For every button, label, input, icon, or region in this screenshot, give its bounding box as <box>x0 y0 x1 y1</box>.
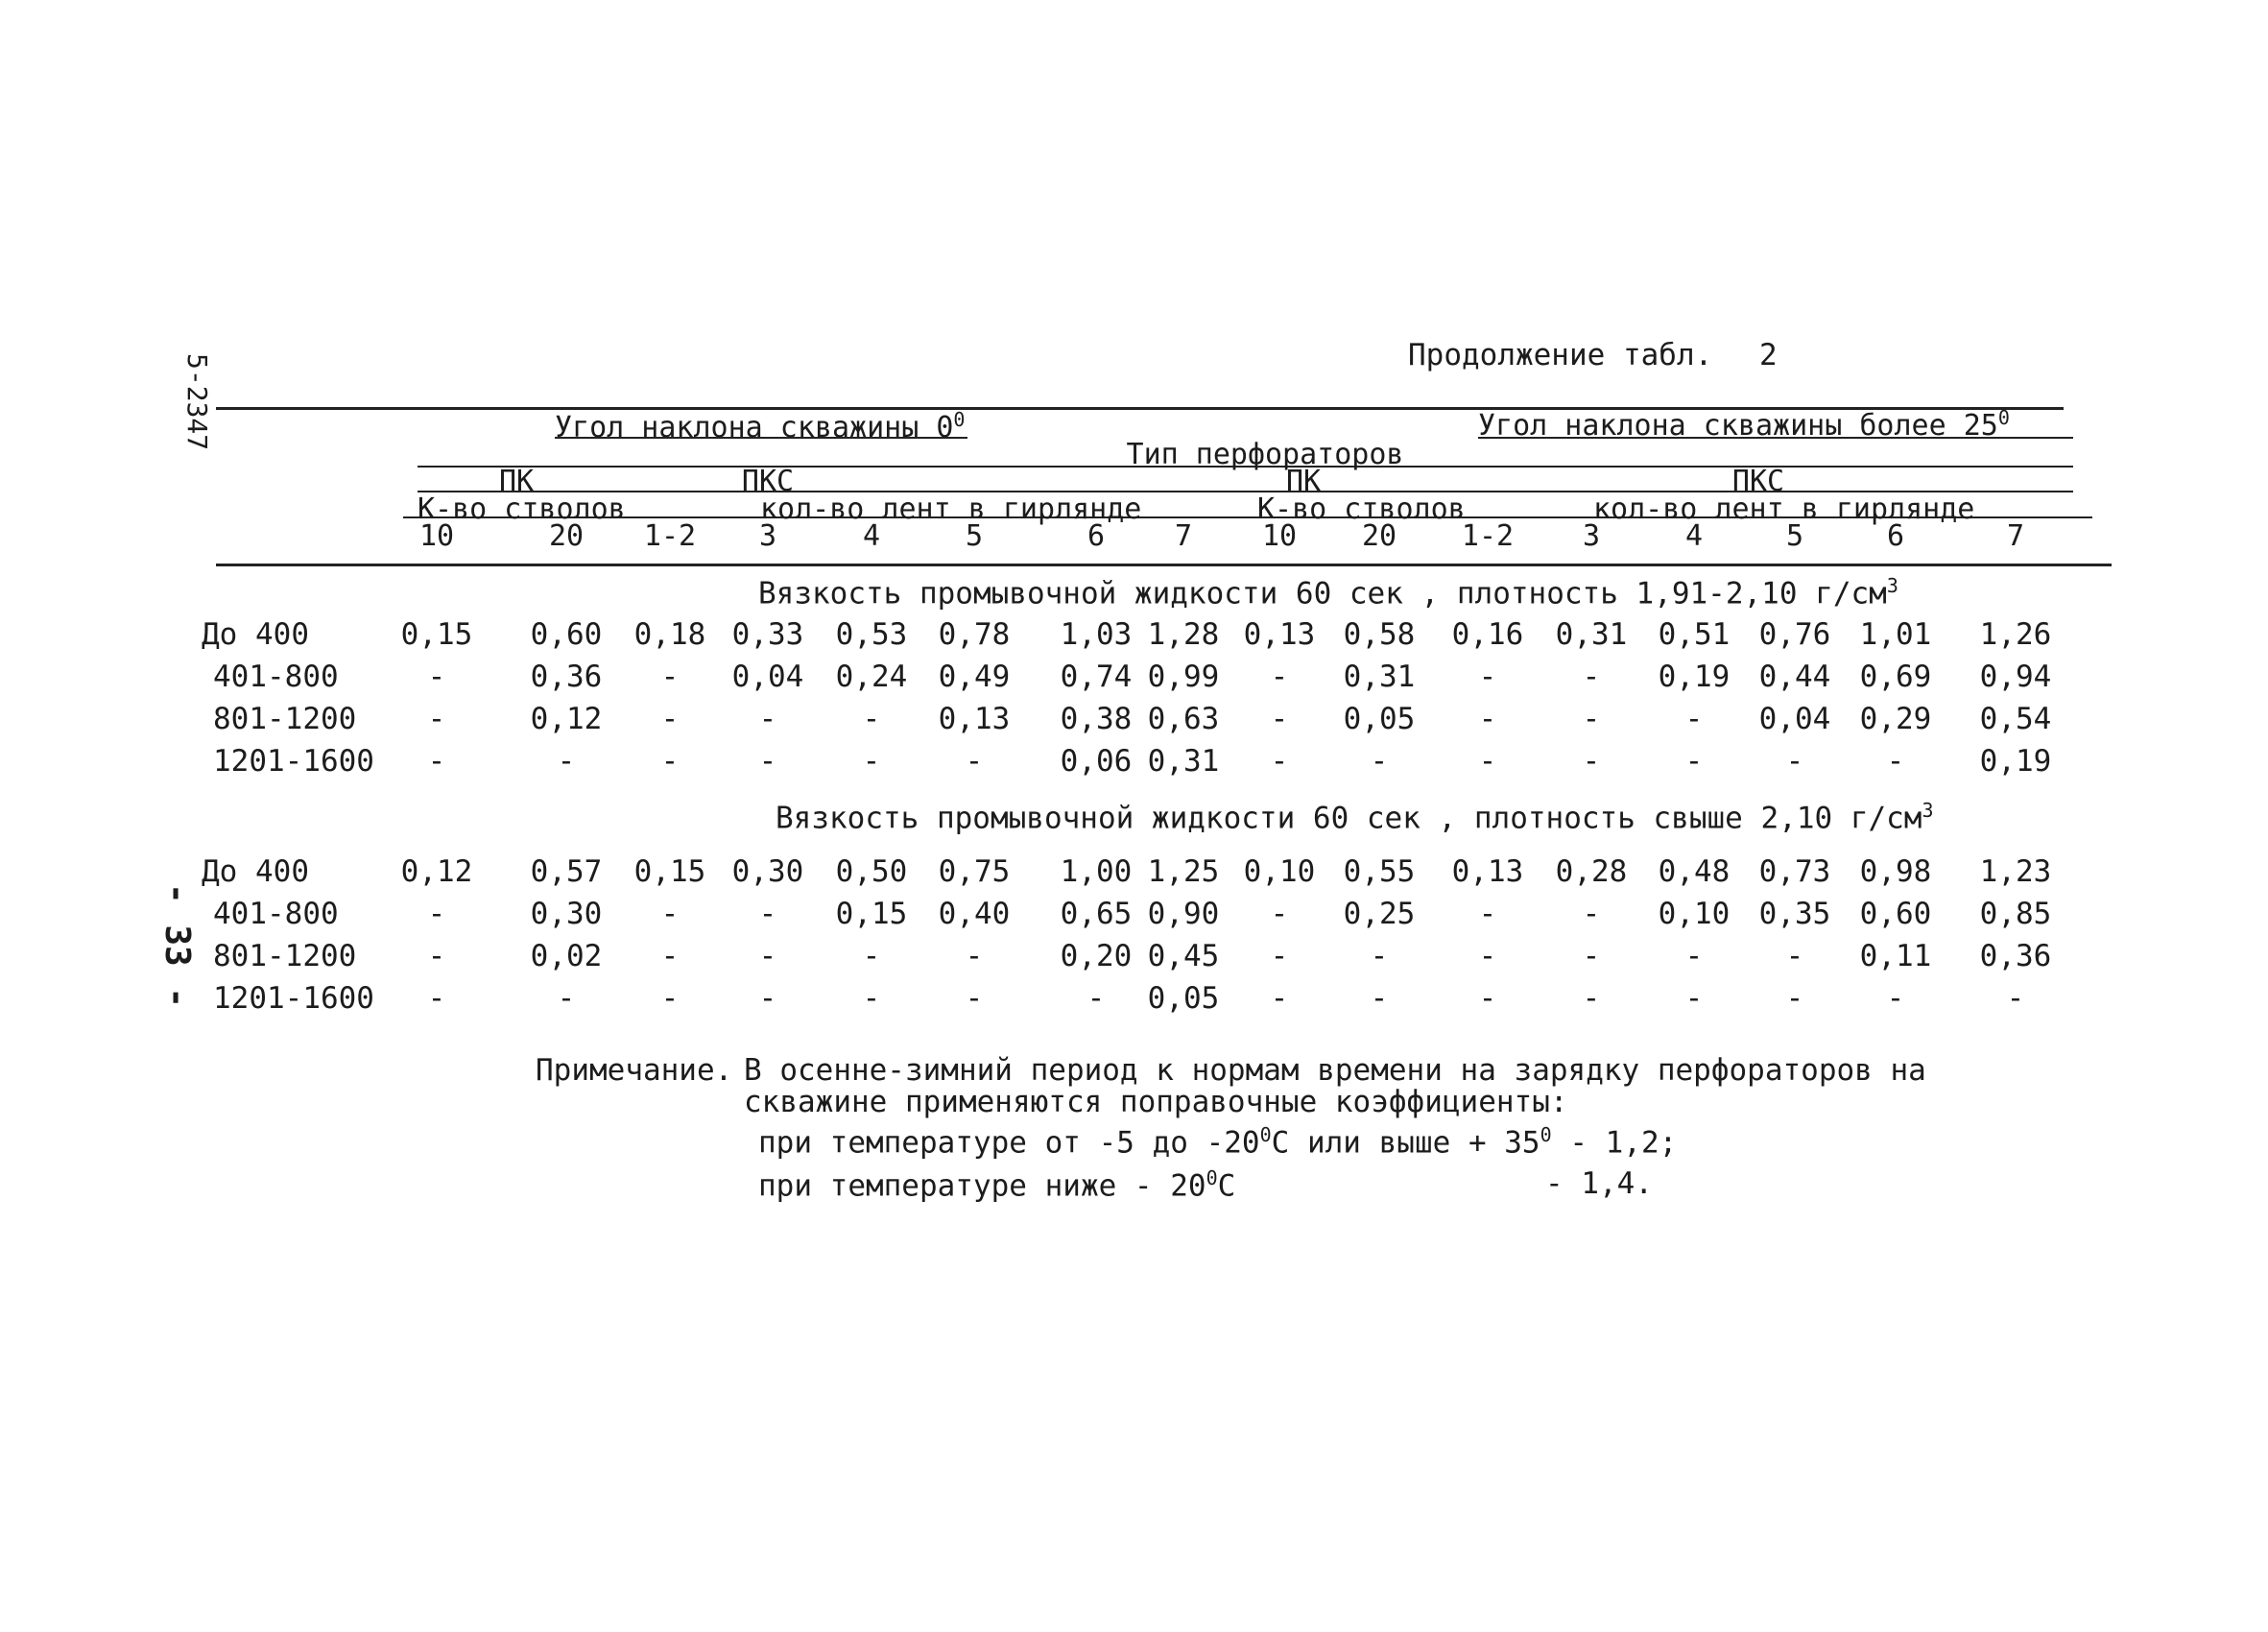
col-header: 5 <box>965 519 984 553</box>
table-cell: 1,25 <box>1147 854 1220 889</box>
table-cell: 0,28 <box>1555 854 1628 889</box>
table-cell: - <box>862 702 881 736</box>
table-cell: 0,58 <box>1343 617 1416 652</box>
note-line-3: при температуре от -5 до $-20^0С$ или выше + $35^0 - 1,2$; <box>758 1123 1678 1161</box>
row-label: До 400 <box>202 854 309 889</box>
col-header: 7 <box>2006 519 2025 553</box>
table-cell: 0,31 <box>1343 660 1416 694</box>
table-cell: - <box>1478 897 1497 931</box>
col-header: 7 <box>1174 519 1193 553</box>
table-cell: - <box>1582 981 1601 1016</box>
table-cell: - <box>427 660 446 694</box>
col-header: 3 <box>1582 519 1601 553</box>
col-header: 10 <box>1261 519 1298 553</box>
table-cell: 0,36 <box>530 660 603 694</box>
table-cell: 0,31 <box>1555 617 1628 652</box>
table-cell: - <box>1370 981 1389 1016</box>
table-cell: - <box>758 702 777 736</box>
section1-title: Вязкость промывочной жидкости 60 сек , плотность 1,91-2,10 $г/см^3$ <box>758 574 1898 612</box>
table-cell: - <box>660 660 680 694</box>
table-cell: - <box>758 981 777 1016</box>
table-cell: 0,76 <box>1758 617 1831 652</box>
pk-header-right: ПК <box>1285 465 1322 498</box>
table-cell: 0,53 <box>835 617 908 652</box>
tapes-header-left: кол-во лент в гирлянде <box>760 492 1142 526</box>
table-cell: - <box>1785 939 1804 973</box>
perf-type-header: Тип перфораторов <box>1126 438 1404 471</box>
table-cell: - <box>1086 981 1106 1016</box>
table-cell: - <box>862 981 881 1016</box>
table-cell: - <box>1684 702 1704 736</box>
table-cell: 0,60 <box>1859 897 1932 931</box>
pks-header-left: ПКС <box>741 465 795 498</box>
header-bottom-rule <box>216 564 2112 566</box>
table-cell: - <box>1684 744 1704 779</box>
table-cell: 0,19 <box>1658 660 1731 694</box>
table-cell: - <box>758 939 777 973</box>
table-cell: 0,73 <box>1758 854 1831 889</box>
table-cell: - <box>1886 981 1905 1016</box>
table-cell: 0,30 <box>731 854 804 889</box>
table-cell: - <box>660 897 680 931</box>
pks-header-right: ПКС <box>1731 465 1785 498</box>
table-cell: 0,12 <box>530 702 603 736</box>
table-cell: - <box>1270 939 1289 973</box>
table-cell: 0,31 <box>1147 744 1220 779</box>
table-cell: - <box>1370 744 1389 779</box>
table-cell: 1,28 <box>1147 617 1220 652</box>
note-line-2: скважине применяются поправочные коэффициенты: <box>744 1085 1568 1119</box>
col-header: 4 <box>862 519 881 553</box>
table-cell: 0,90 <box>1147 897 1220 931</box>
table-cell: 0,48 <box>1658 854 1731 889</box>
table-cell: - <box>965 744 984 779</box>
note-label: Примечание. <box>536 1053 733 1088</box>
row-label: 801-1200 <box>213 939 357 973</box>
table-cell: - <box>1478 660 1497 694</box>
table-cell: - <box>427 702 446 736</box>
col-header: 3 <box>758 519 777 553</box>
table-cell: - <box>427 939 446 973</box>
row-label: 401-800 <box>213 660 339 694</box>
col-header: 6 <box>1886 519 1905 553</box>
tapes-header-right: кол-во лент в гирлянде <box>1593 492 1975 526</box>
table-cell: - <box>660 744 680 779</box>
pk-header-left: ПК <box>498 465 535 498</box>
table-cell: - <box>1582 660 1601 694</box>
table-cell: 0,69 <box>1859 660 1932 694</box>
table-cell: - <box>1478 702 1497 736</box>
col-header: 10 <box>418 519 455 553</box>
table-cell: 0,44 <box>1758 660 1831 694</box>
table-cell: 0,11 <box>1859 939 1932 973</box>
table-cell: - <box>1582 702 1601 736</box>
continuation-label: Продолжение табл. <box>1408 338 1713 372</box>
section2-title: Вязкость промывочной жидкости 60 сек , плотность свыше 2,10 $г/см^3$ <box>776 799 1934 836</box>
table-cell: - <box>758 897 777 931</box>
table-cell: 0,15 <box>835 897 908 931</box>
table-cell: 0,51 <box>1658 617 1731 652</box>
col-header: 5 <box>1785 519 1804 553</box>
table-cell: 0,04 <box>1758 702 1831 736</box>
table-cell: - <box>557 981 576 1016</box>
row-label: До 400 <box>202 617 309 652</box>
table-cell: - <box>1886 744 1905 779</box>
table-cell: - <box>1785 981 1804 1016</box>
table-cell: 0,15 <box>633 854 706 889</box>
note-line-4: при температуре ниже - $20^0С$ <box>758 1166 1236 1204</box>
table-cell: 0,54 <box>1979 702 2052 736</box>
col-header: 1-2 <box>1461 519 1515 553</box>
table-cell: 0,13 <box>938 702 1011 736</box>
side-code: 5-2347 <box>181 353 213 451</box>
row-label: 1201-1600 <box>213 744 374 779</box>
table-cell: 0,99 <box>1147 660 1220 694</box>
table-cell: 0,40 <box>938 897 1011 931</box>
table-cell: 0,49 <box>938 660 1011 694</box>
table-cell: - <box>1370 939 1389 973</box>
table-cell: 1,00 <box>1060 854 1133 889</box>
table-cell: - <box>660 702 680 736</box>
table-cell: 0,98 <box>1859 854 1932 889</box>
table-cell: - <box>427 897 446 931</box>
continuation-heading <box>1408 338 1778 372</box>
angle-0-header: Угол наклона скважины $0^0$ <box>555 408 966 444</box>
col-header: 6 <box>1086 519 1106 553</box>
table-cell: - <box>1582 744 1601 779</box>
table-cell: 0,19 <box>1979 744 2052 779</box>
note-line-4-coef: - 1,4. <box>1545 1166 1653 1201</box>
row-label: 1201-1600 <box>213 981 374 1016</box>
table-cell: 0,12 <box>400 854 473 889</box>
col-header: 20 <box>548 519 585 553</box>
table-cell: - <box>1478 939 1497 973</box>
table-cell: 0,29 <box>1859 702 1932 736</box>
table-cell: - <box>1270 981 1289 1016</box>
table-cell: 0,75 <box>938 854 1011 889</box>
table-cell: 0,36 <box>1979 939 2052 973</box>
barrels-header-right: К-во стволов <box>1257 492 1466 526</box>
table-cell: 0,50 <box>835 854 908 889</box>
table-cell: - <box>1582 897 1601 931</box>
table-cell: 0,10 <box>1243 854 1316 889</box>
table-cell: 0,16 <box>1451 617 1524 652</box>
table-cell: 0,20 <box>1060 939 1133 973</box>
barrels-header-left: К-во стволов <box>418 492 626 526</box>
table-cell: - <box>557 744 576 779</box>
table-cell: 1,01 <box>1859 617 1932 652</box>
table-cell: 1,26 <box>1979 617 2052 652</box>
table-cell: 0,60 <box>530 617 603 652</box>
table-cell: - <box>1478 981 1497 1016</box>
page-number: - 33 - <box>157 883 197 1009</box>
col-header: 4 <box>1684 519 1704 553</box>
table-cell: 0,18 <box>633 617 706 652</box>
table-cell: 0,13 <box>1243 617 1316 652</box>
table-cell: - <box>660 939 680 973</box>
table-cell: 0,04 <box>731 660 804 694</box>
table-cell: - <box>862 744 881 779</box>
table-number: 2 <box>1758 338 1778 372</box>
table-cell: 0,06 <box>1060 744 1133 779</box>
table-cell: 0,85 <box>1979 897 2052 931</box>
table-cell: - <box>1270 660 1289 694</box>
table-cell: 1,03 <box>1060 617 1133 652</box>
table-cell: 0,57 <box>530 854 603 889</box>
table-cell: 0,65 <box>1060 897 1133 931</box>
table-cell: 0,35 <box>1758 897 1831 931</box>
table-cell: 0,74 <box>1060 660 1133 694</box>
table-cell: - <box>427 981 446 1016</box>
table-cell: 0,33 <box>731 617 804 652</box>
table-cell: 0,25 <box>1343 897 1416 931</box>
col-header: 20 <box>1361 519 1397 553</box>
table-cell: - <box>758 744 777 779</box>
table-cell: 0,78 <box>938 617 1011 652</box>
table-cell: - <box>1270 744 1289 779</box>
table-cell: - <box>965 939 984 973</box>
table-cell: - <box>1684 939 1704 973</box>
table-cell: - <box>1785 744 1804 779</box>
table-cell: - <box>862 939 881 973</box>
table-cell: 0,38 <box>1060 702 1133 736</box>
table-cell: 0,63 <box>1147 702 1220 736</box>
table-cell: 0,05 <box>1147 981 1220 1016</box>
table-cell: 0,02 <box>530 939 603 973</box>
table-cell: - <box>1582 939 1601 973</box>
row-label: 801-1200 <box>213 702 357 736</box>
table-cell: - <box>660 981 680 1016</box>
table-cell: - <box>1684 981 1704 1016</box>
table-cell: 0,24 <box>835 660 908 694</box>
table-cell: - <box>1270 702 1289 736</box>
table-cell: - <box>2006 981 2025 1016</box>
table-cell: 0,55 <box>1343 854 1416 889</box>
table-cell: - <box>1270 897 1289 931</box>
note-line-1: В осенне-зимний период к нормам времени на зарядку перфораторов на <box>744 1053 1926 1088</box>
table-cell: 1,23 <box>1979 854 2052 889</box>
table-cell: 0,10 <box>1658 897 1731 931</box>
table-cell: 0,13 <box>1451 854 1524 889</box>
angle-25-header: Угол наклона скважины более $25^0$ <box>1478 406 2010 443</box>
table-cell: 0,30 <box>530 897 603 931</box>
table-cell: - <box>1478 744 1497 779</box>
table-cell: 0,45 <box>1147 939 1220 973</box>
table-cell: 0,94 <box>1979 660 2052 694</box>
table-cell: - <box>965 981 984 1016</box>
table-cell: - <box>427 744 446 779</box>
table-cell: 0,05 <box>1343 702 1416 736</box>
col-header: 1-2 <box>643 519 697 553</box>
row-label: 401-800 <box>213 897 339 931</box>
table-cell: 0,15 <box>400 617 473 652</box>
